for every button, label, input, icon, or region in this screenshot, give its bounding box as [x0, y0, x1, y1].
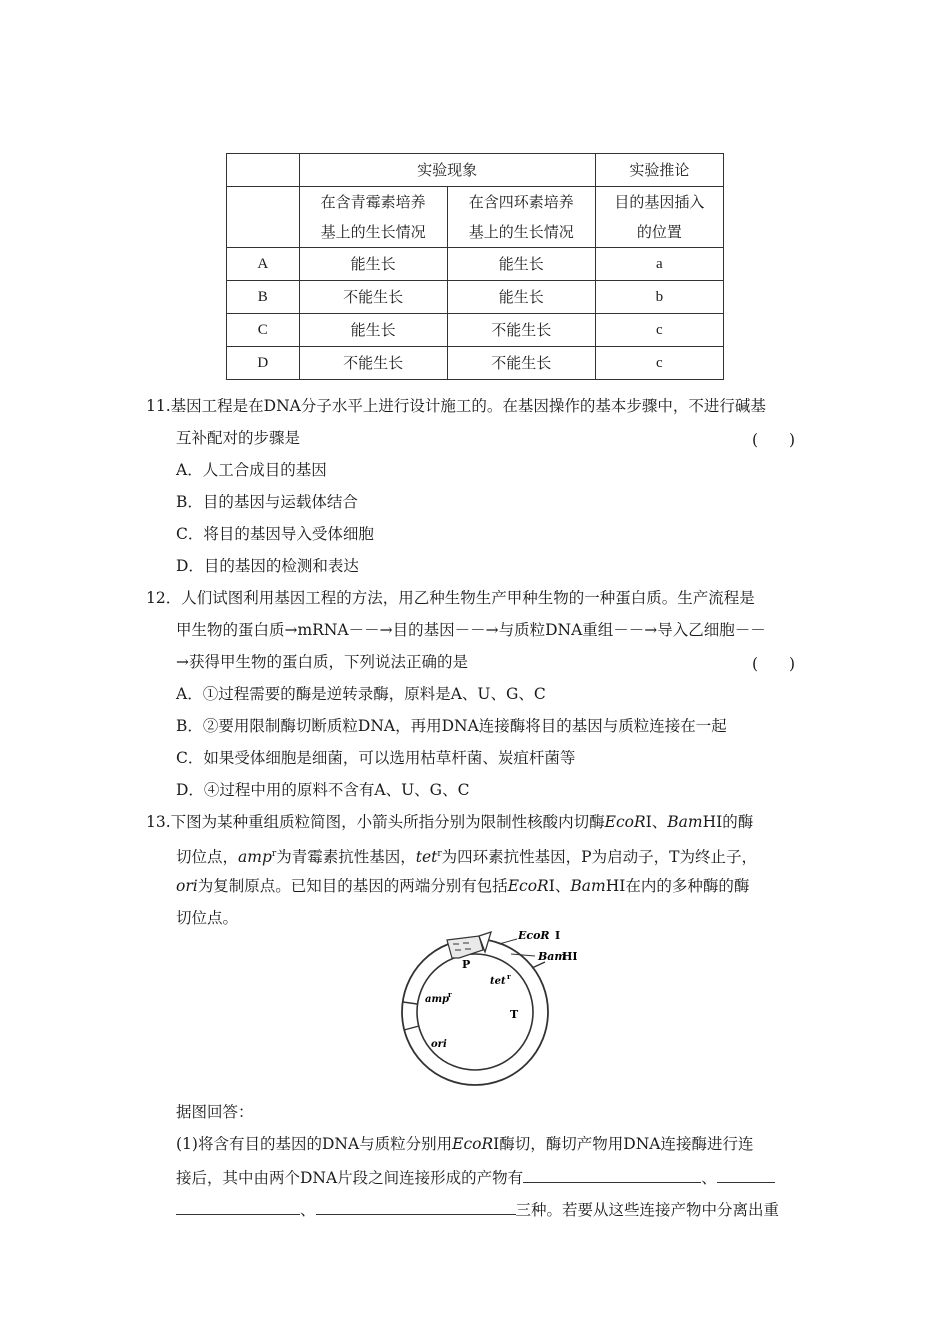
- label-amp: amp: [425, 994, 450, 1005]
- subheader-tetracycline-l1: 在含四环素培养: [468, 193, 574, 211]
- tetracycline-cell: 能生长: [447, 281, 595, 314]
- plasmid-ring: [402, 939, 548, 1085]
- q13-line1-a: 13.下图为某种重组质粒简图，小箭头所指分别为限制性核酸内切酶: [146, 813, 605, 831]
- subheader-penicillin-l1: 在含青霉素培养: [320, 193, 426, 211]
- q13-sub1-line1: [176, 1134, 753, 1154]
- table-row: [227, 248, 724, 281]
- roman-one: Ⅰ: [548, 877, 555, 895]
- table-row: [227, 281, 724, 314]
- subheader-penicillin: [299, 187, 447, 248]
- q13-line3: [176, 876, 749, 896]
- position-cell: b: [595, 281, 723, 314]
- blank-cell: [227, 187, 300, 248]
- corner-cell: [227, 154, 300, 187]
- q11-option-c: C．将目的基因导入受体细胞: [176, 525, 374, 543]
- label-ecor: EcoR: [518, 929, 550, 942]
- q12-line1: 12．人们试图利用基因工程的方法，用乙种生物生产甲种生物的一种蛋白质。生产流程是: [146, 589, 755, 607]
- q13-line2: [176, 844, 757, 867]
- subheader-tetracycline-l2: 基上的生长情况: [468, 223, 574, 241]
- label-tet: tet: [490, 976, 506, 987]
- bam-term: Bam: [570, 877, 606, 895]
- ori-term: ori: [176, 877, 198, 895]
- roman-one: Ⅰ: [645, 813, 652, 831]
- table-row: [227, 347, 724, 380]
- q11-line1: 11.基因工程是在DNA分子水平上进行设计施工的。在基因操作的基本步骤中，不进行碱基: [146, 397, 766, 415]
- ecor-term: EcoR: [507, 877, 549, 895]
- answer-blank-2-start[interactable]: [717, 1166, 775, 1183]
- subheader-position: [595, 187, 723, 248]
- penicillin-cell: 不能生长: [299, 347, 447, 380]
- experiment-table: [226, 153, 724, 380]
- q13-line2-b: 为青霉素抗性基因，: [276, 848, 416, 867]
- position-cell: c: [595, 347, 723, 380]
- q13-sub1-line2: [176, 1166, 775, 1188]
- position-cell: c: [595, 314, 723, 347]
- q13-line4: 切位点。: [176, 909, 239, 927]
- sub1-a: (1)将含有目的基因的DNA与质粒分别用: [176, 1135, 453, 1153]
- sub1-b: 酶切，酶切产物用DNA连接酶进行连: [499, 1135, 754, 1153]
- penicillin-cell: 能生长: [299, 248, 447, 281]
- header-phenomenon: 实验现象: [299, 154, 595, 187]
- answer-blank-3[interactable]: [316, 1198, 516, 1215]
- tet-term: tet: [415, 848, 438, 867]
- tetracycline-cell: 能生长: [447, 248, 595, 281]
- amp-term: amp: [238, 848, 272, 867]
- subheader-tetracycline: [447, 187, 595, 248]
- q13-line3-b: 在内的多种酶的酶: [625, 877, 750, 895]
- label-bam: Bam: [538, 950, 567, 963]
- label-ori: ori: [431, 1039, 447, 1050]
- subheader-position-l1: 目的基因插入: [614, 193, 705, 211]
- separator: 、: [701, 1169, 717, 1187]
- q11-line2: 互补配对的步骤是: [176, 429, 301, 447]
- q13-line2-c: 为四环素抗性基因，P为启动子，T为终止子，: [441, 848, 757, 867]
- sub1-c: 接后，其中由两个DNA片段之间连接形成的产物有: [176, 1169, 524, 1187]
- table-row: [227, 314, 724, 347]
- bam-term: Bam: [667, 813, 703, 831]
- row-label: D: [227, 347, 300, 380]
- answer-blank-2-end[interactable]: [176, 1198, 300, 1215]
- label-promoter: P: [462, 958, 471, 971]
- q13-line1-b: 的酶: [722, 813, 754, 831]
- sub1-d: 三种。若要从这些连接产物中分离出重: [515, 1201, 780, 1219]
- q13-line2-a: 切位点，: [176, 848, 239, 867]
- row-label: A: [227, 248, 300, 281]
- separator: 、: [300, 1201, 316, 1219]
- h-term: H: [702, 813, 717, 831]
- q12-option-d: D．④过程中用的原料不含有A、U、G、C: [176, 781, 470, 799]
- ecor-term: EcoR: [452, 1135, 494, 1153]
- roman-one: Ⅰ: [716, 813, 723, 831]
- label-ecor-num: Ⅰ: [555, 929, 561, 942]
- penicillin-cell: 不能生长: [299, 281, 447, 314]
- position-cell: a: [595, 248, 723, 281]
- tetracycline-cell: 不能生长: [447, 347, 595, 380]
- tetracycline-cell: 不能生长: [447, 314, 595, 347]
- roman-one: Ⅰ: [493, 1135, 500, 1153]
- q12-option-c: C．如果受体细胞是细菌，可以选用枯草杆菌、炭疽杆菌等: [176, 749, 576, 767]
- q12-line3: →获得甲生物的蛋白质，下列说法正确的是: [176, 653, 468, 671]
- tet-sup: r: [437, 849, 442, 859]
- q12-option-b: B．②要用限制酶切断质粒DNA，再用DNA连接酶将目的基因与质粒连接在一起: [176, 717, 727, 735]
- label-amp-sup: r: [448, 990, 452, 999]
- row-label: B: [227, 281, 300, 314]
- ecor-term: EcoR: [604, 813, 646, 831]
- subheader-penicillin-l2: 基上的生长情况: [320, 223, 426, 241]
- label-tet-sup: r: [507, 972, 511, 981]
- q12-option-a: A．①过程需要的酶是逆转录酶，原料是A、U、G、C: [176, 685, 546, 703]
- q11-option-d: D．目的基因的检测和表达: [176, 557, 359, 575]
- q13-line3-a: 为复制原点。已知目的基因的两端分别有包括: [197, 877, 508, 895]
- q11-option-b: B．目的基因与运载体结合: [176, 493, 358, 511]
- answer-blank-1[interactable]: [523, 1166, 701, 1183]
- q13-sub1-line3: [176, 1198, 779, 1220]
- plasmid-diagram: [395, 922, 595, 1087]
- label-terminator: T: [510, 1008, 519, 1021]
- q11-answer-paren[interactable]: ( ): [752, 431, 796, 449]
- q12-answer-paren[interactable]: ( ): [752, 655, 796, 673]
- q11-option-a: A．人工合成目的基因: [176, 461, 327, 479]
- q12-line2: 甲生物的蛋白质→mRNA－－→目的基因－－→与质粒DNA重组－－→导入乙细胞－－: [176, 621, 766, 639]
- separator: 、: [554, 877, 571, 895]
- answer-intro: 据图回答：: [176, 1103, 254, 1121]
- roman-one: Ⅰ: [619, 877, 626, 895]
- h-term: H: [605, 877, 620, 895]
- subheader-position-l2: 的位置: [636, 223, 682, 241]
- amp-sup: r: [271, 849, 277, 859]
- header-inference: 实验推论: [595, 154, 723, 187]
- row-label: C: [227, 314, 300, 347]
- separator: 、: [651, 813, 668, 831]
- penicillin-cell: 能生长: [299, 314, 447, 347]
- label-bam-h: HⅠ: [562, 950, 578, 963]
- q13-line1: [146, 812, 753, 832]
